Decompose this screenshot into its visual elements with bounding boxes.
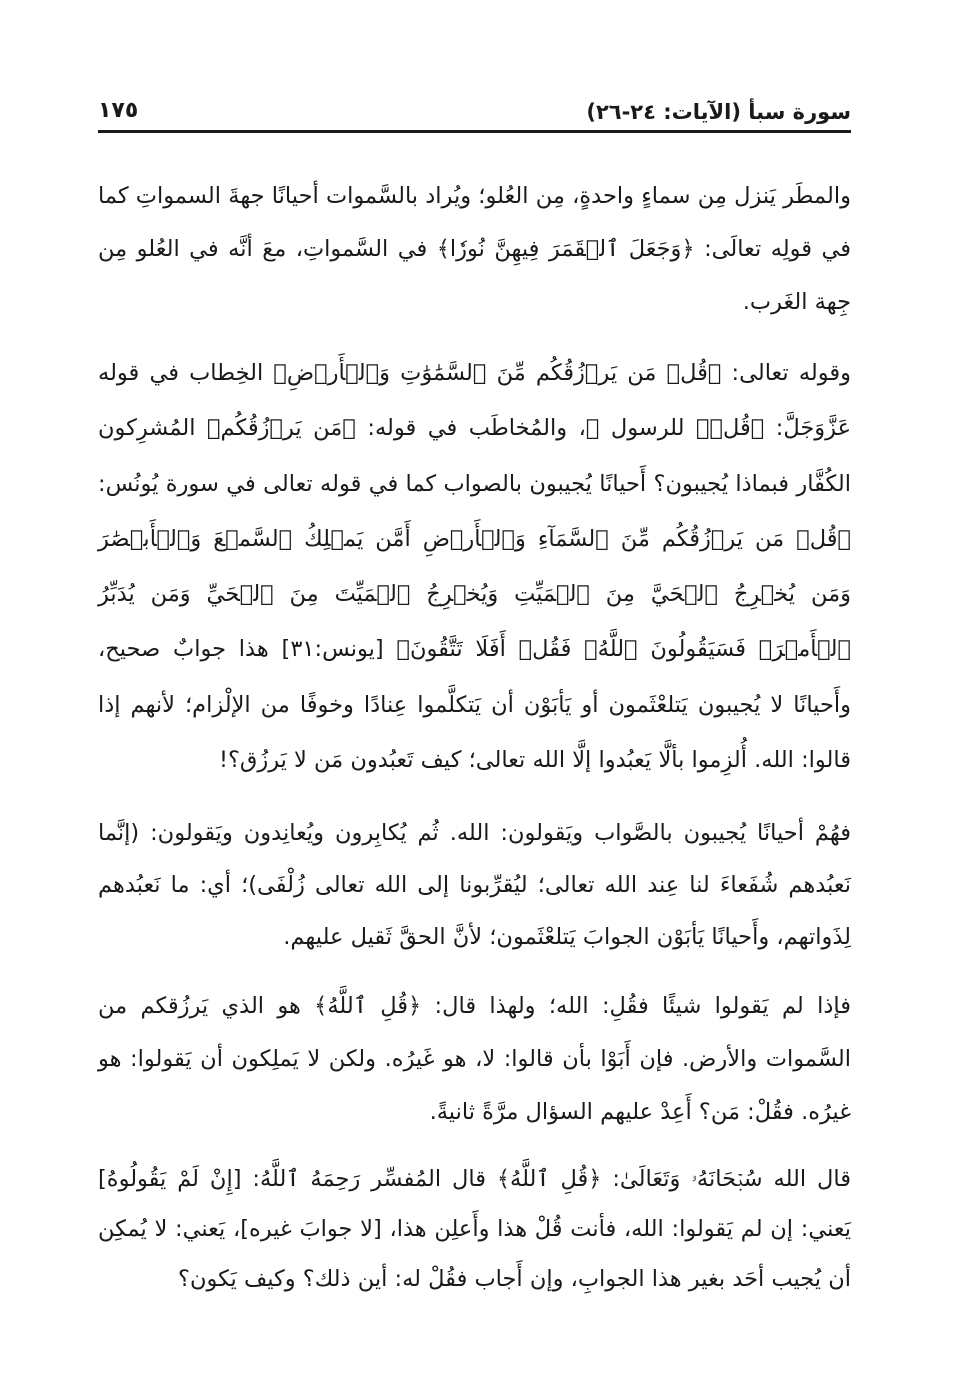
page-number: ١٧٥ <box>98 98 139 123</box>
body-text <box>98 170 851 1304</box>
paragraph: فإذا لم يَقولوا شيئًا فقُلِ: الله؛ ولهذا قال: ﴿قُلِ ٱللَّهُ﴾ هو الذي يَرزُقكم من السَّموات والأرض. فإن أَبَوْا بأن قالوا: لا، هو غَيرُه. ولكن لا يَملِكون أن يَقولوا: هو غيرُه. فقُلْ: مَن؟ أَعِدْ عليهم السؤال مرَّةً ثانيةً. <box>98 993 851 1126</box>
page-header <box>98 96 851 133</box>
paragraph: قال الله سُبۡحَانَهُۥ وَتَعَالَىٰ: ﴿قُلِ ٱللَّهُ﴾ قال المُفسِّر رَحِمَهُ ٱللَّهُ: [إِنْ لَمْ يَقُولُوهُ] يَعني: إن لم يَقولوا: الله، فأنت قُلْ هذا وأَعلِن هذا، [لا جوابَ غيره]، يَعني: لا يُمكِن أن يُجيب أحَد بغير هذا الجوابِ، وإن أَجاب فقُلْ له: أين ذلك؟ وكيف يَكون؟ <box>98 1166 851 1293</box>
paragraph: والمطَر يَنزل مِن سماءٍ واحدةٍ، مِن العُلو؛ ويُراد بالسَّموات أحيانًا جهةَ السمواتِ كما في قولِه تعالَى: ﴿وَجَعَلَ ٱلۡقَمَرَ فِيهِنَّ نُورٗا﴾ في السَّمواتِ، معَ أنَّه في العُلو مِن جِهة الغَرب. <box>98 183 851 315</box>
paragraph: فهُمْ أحيانًا يُجيبون بالصَّواب ويَقولون: الله. ثُم يُكابِرون ويُعانِدون ويَقولون: (إنَّما نَعبُدهم شُفَعاءَ لنا عِند الله تعالى؛ ليُقرِّبونا إلى الله تعالى زُلْفَى)؛ أي: ما نَعبُدهم لِذَواتهم، وأَحيانًا يَأبَوْن الجوابَ يَتلعْثَمون؛ لأنَّ الحقَّ ثَقيل عليهم. <box>98 820 851 951</box>
running-title: سورة سبأ (الآيات: ٢٤-٢٦) <box>586 100 851 124</box>
paragraph: وقوله تعالى: ﴿قُلۡ مَن يَرۡزُقُكُم مِّنَ ٱلسَّمَٰوَٰتِ وَٱلۡأَرۡضِ﴾ الخِطاب في قوله عَزَّوَجَلَّ: ﴿قُلۡ﴾ للرسول ﷺ، والمُخاطَب في قوله: ﴿مَن يَرۡزُقُكُم﴾ المُشرِكون الكُفَّار فبماذا يُجيبون؟ أَحيانًا يُجيبون بالصواب كما في قوله تعالى في سورة يُونُس: ﴿قُلۡ مَن يَرۡزُقُكُم مِّنَ ٱلسَّمَآءِ وَٱلۡأَرۡضِ أَمَّن يَمۡلِكُ ٱلسَّمۡعَ وَٱلۡأَبۡصَٰرَ وَمَن يُخۡرِجُ ٱلۡحَيَّ مِنَ ٱلۡمَيِّتِ وَيُخۡرِجُ ٱلۡمَيِّتَ مِنَ ٱلۡحَيِّ وَمَن يُدَبِّرُ ٱلۡأَمۡرَۚ فَسَيَقُولُونَ ٱللَّهُۚ فَقُلۡ أَفَلَا تَتَّقُونَ﴾ [يونس:٣١] هذا جوابٌ صحيح، وأَحيانًا لا يُجيبون يَتلعْثَمون أو يَأبَوْن أن يَتكلَّموا عِنادًا وخوفًا من الإلْزام؛ لأنهم إذا قالوا: الله. أُلزِموا بألَّا يَعبُدوا إلَّا الله تعالى؛ كيف تَعبُدون مَن لا يَرزُق؟! <box>98 360 851 774</box>
